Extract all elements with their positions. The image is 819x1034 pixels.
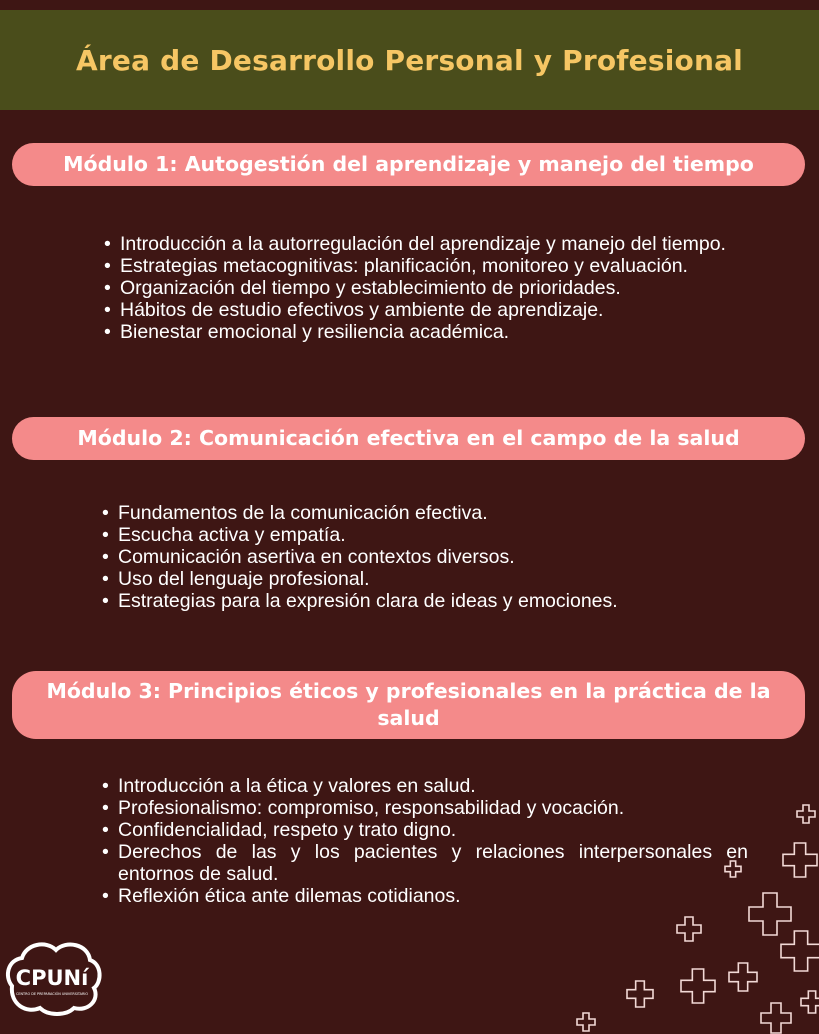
list-item: • Uso del lenguaje profesional. [102, 568, 742, 590]
top-strip [0, 0, 819, 10]
cpuni-logo [0, 936, 104, 1016]
list-item: • Derechos de las y los pacientes y relaciones interpersonales en entornos de salud. [102, 841, 748, 885]
list-item: • Hábitos de estudio efectivos y ambiente de aprendizaje. [104, 299, 738, 321]
module-3-title-pill: Módulo 3: Principios éticos y profesionales en la práctica de la salud [12, 671, 805, 739]
list-item: • Escucha activa y empatía. [102, 524, 742, 546]
module-2-list [102, 502, 742, 612]
module-1-title-pill: Módulo 1: Autogestión del aprendizaje y manejo del tiempo [12, 143, 805, 186]
plus-outline-icon [782, 842, 818, 878]
list-item: • Bienestar emocional y resiliencia académica. [104, 321, 738, 343]
module-3-list [102, 775, 748, 907]
list-item: • Estrategias metacognitivas: planificación, monitoreo y evaluación. [104, 255, 738, 277]
plus-outline-icon [724, 860, 742, 878]
plus-outline-icon [796, 804, 816, 824]
logo-text: CPUNí [15, 966, 89, 990]
plus-outline-icon [576, 1012, 596, 1032]
plus-outline-icon [760, 1002, 792, 1034]
list-item: • Organización del tiempo y establecimiento de prioridades. [104, 277, 738, 299]
header-banner [0, 10, 819, 110]
list-item: • Comunicación asertiva en contextos diversos. [102, 546, 742, 568]
plus-outline-icon [780, 930, 819, 972]
page-title: Área de Desarrollo Personal y Profesional [76, 43, 743, 77]
module-2-title-pill: Módulo 2: Comunicación efectiva en el campo de la salud [12, 417, 805, 460]
list-item: • Introducción a la autorregulación del aprendizaje y manejo del tiempo. [104, 233, 738, 255]
module-1-list [104, 233, 738, 343]
plus-outline-icon [800, 990, 819, 1014]
logo-subtext: CENTRO DE PREPARACIÓN UNIVERSITARIO [15, 992, 89, 996]
list-item: • Reflexión ética ante dilemas cotidianos. [102, 885, 748, 907]
list-item: • Fundamentos de la comunicación efectiva. [102, 502, 742, 524]
plus-outline-icon [728, 962, 758, 992]
plus-outline-icon [680, 968, 716, 1004]
list-item: • Profesionalismo: compromiso, responsabilidad y vocación. [102, 797, 748, 819]
plus-outline-icon [626, 980, 654, 1008]
list-item: • Confidencialidad, respeto y trato digno. [102, 819, 748, 841]
list-item: • Estrategias para la expresión clara de ideas y emociones. [102, 590, 742, 612]
plus-outline-icon [676, 916, 702, 942]
list-item: • Introducción a la ética y valores en salud. [102, 775, 748, 797]
